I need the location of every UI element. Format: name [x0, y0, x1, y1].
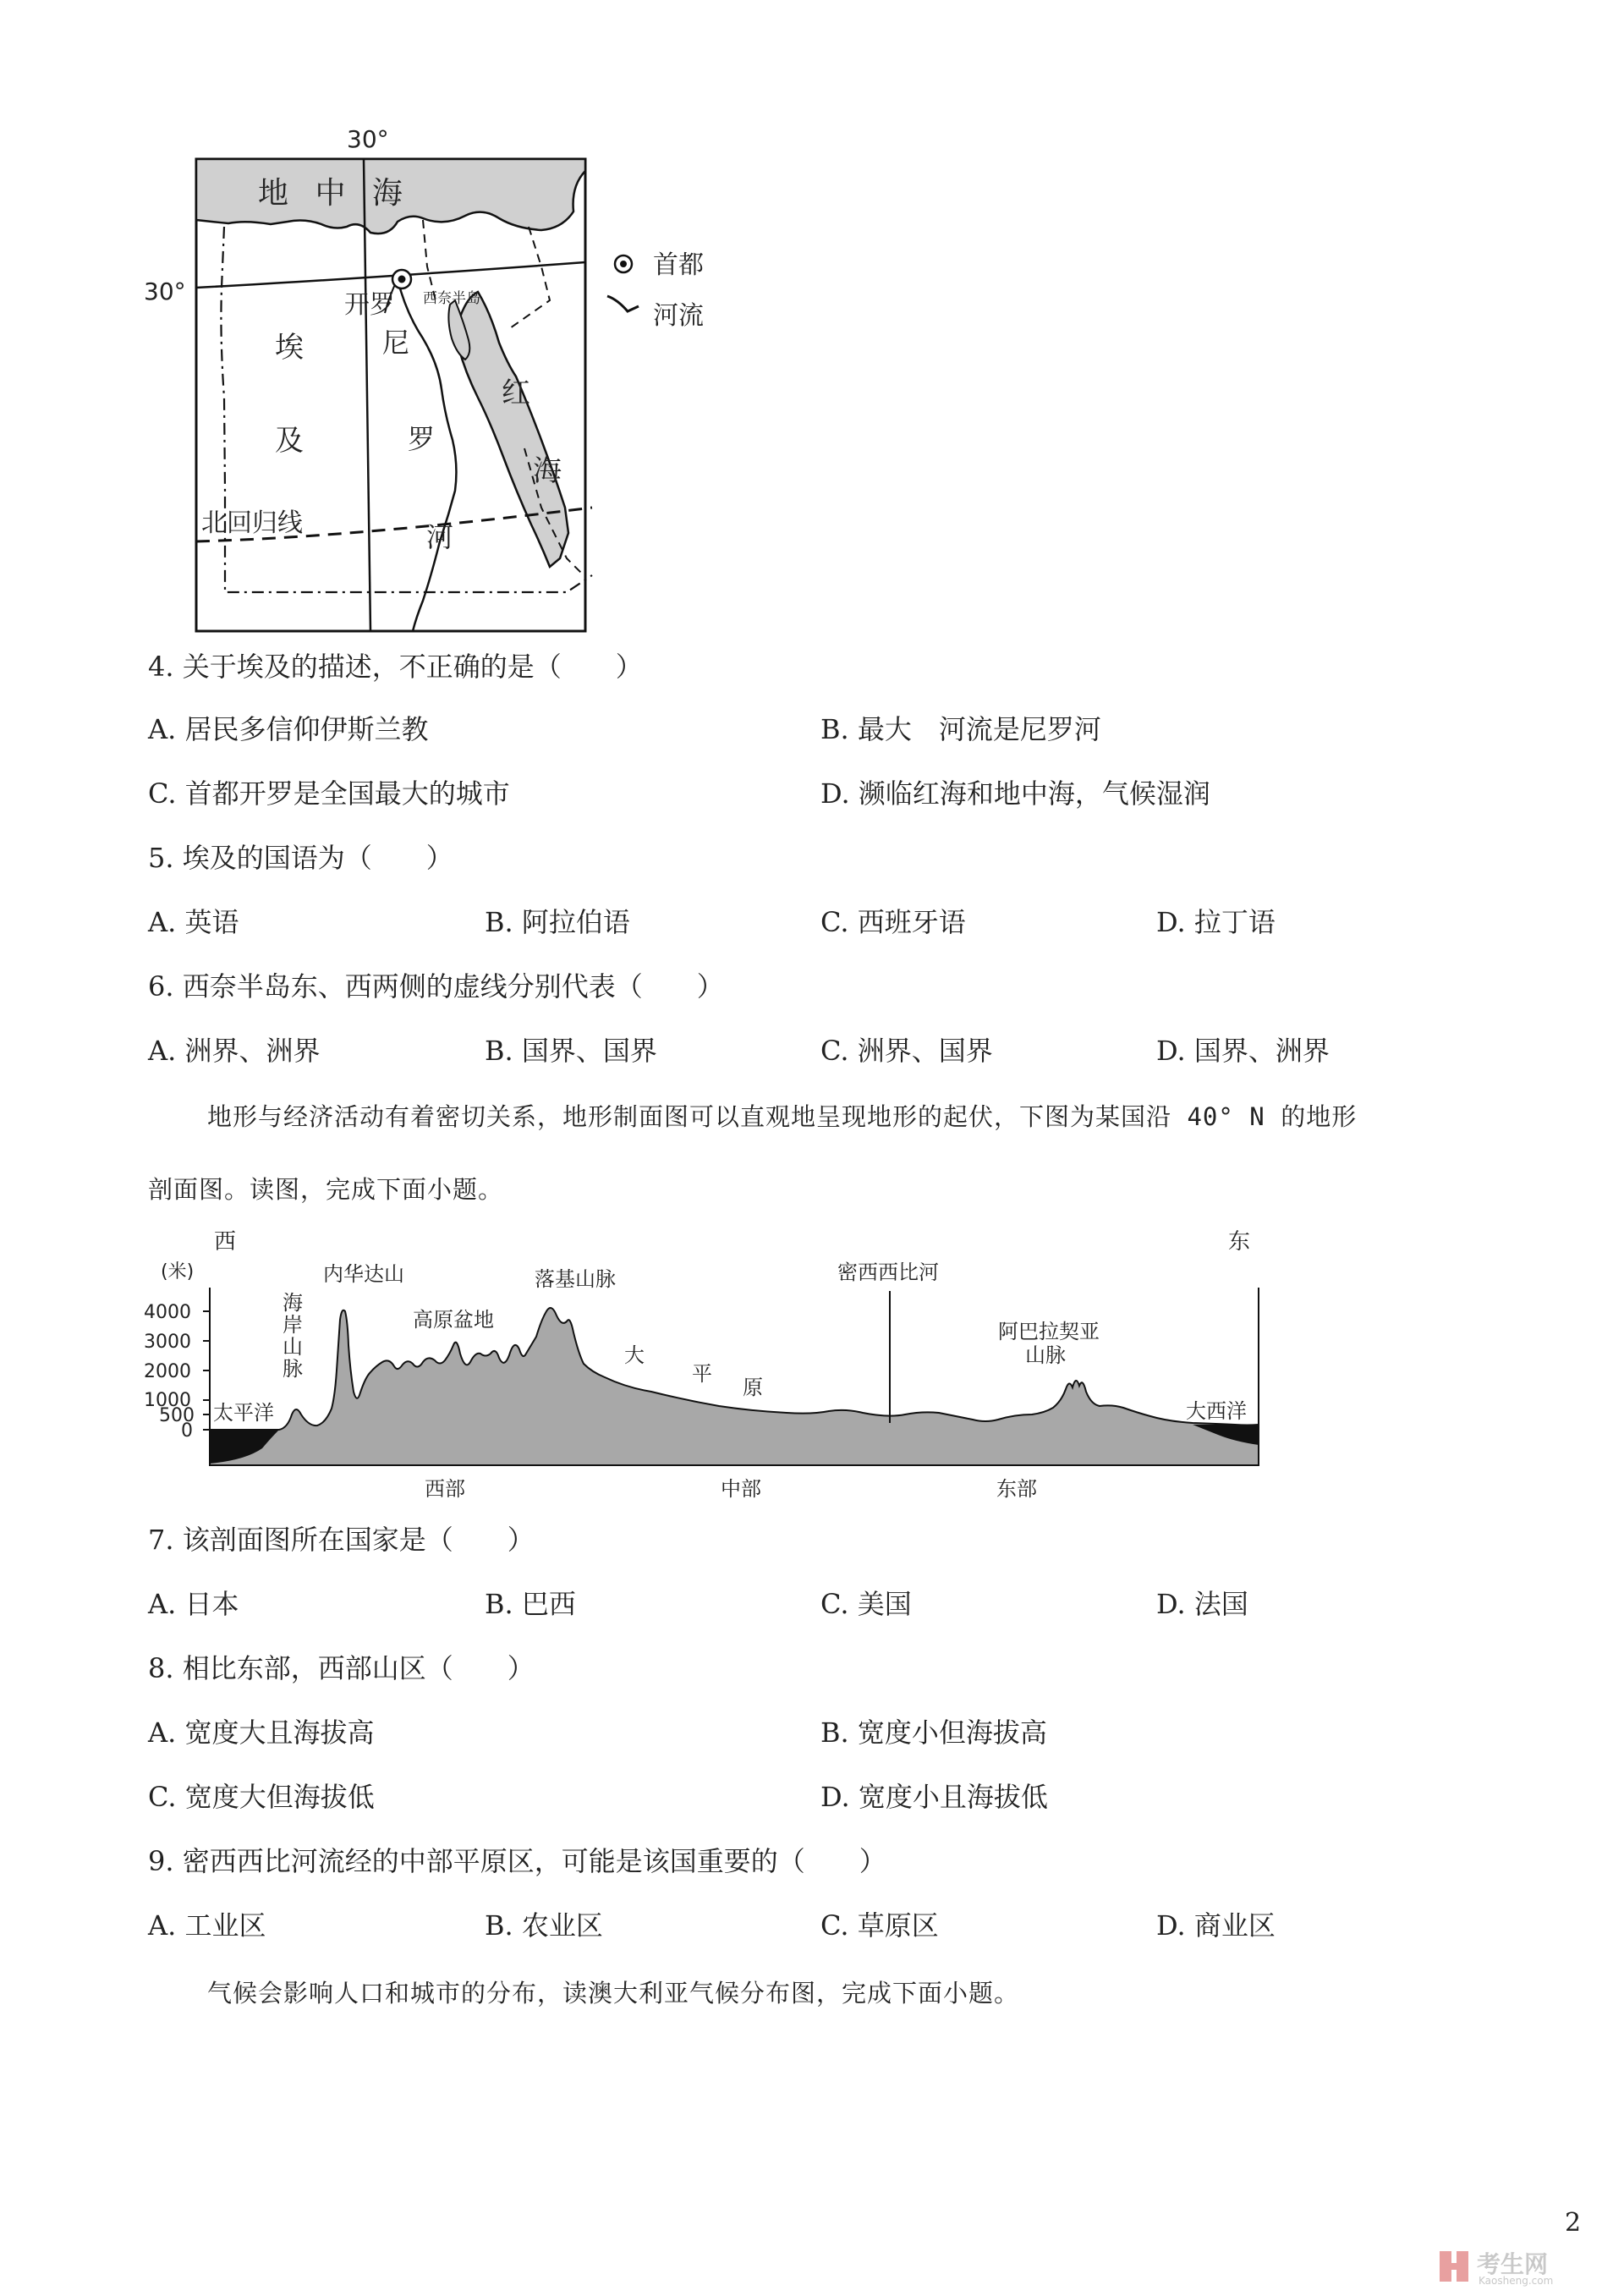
sinai-label: 西奈半岛: [423, 290, 480, 307]
y-tick-1000: 1000: [144, 1390, 191, 1411]
appalachian-label-1: 阿巴拉契亚: [998, 1320, 1100, 1343]
q6-option-a[interactable]: A. 洲界、洲界: [148, 1035, 321, 1067]
river-char-2: 罗: [408, 423, 436, 455]
region-east: 东部: [996, 1477, 1037, 1501]
west-label: 西: [214, 1229, 237, 1255]
plains-char-3: 原: [743, 1376, 763, 1399]
y-ticks: [203, 1311, 210, 1430]
q4-option-b[interactable]: B. 最大 河流是尼罗河: [820, 713, 1101, 745]
longitude-label: 30°: [347, 125, 389, 153]
coast-range-char-3: 山: [283, 1335, 303, 1359]
q7-option-a[interactable]: A. 日本: [148, 1588, 239, 1620]
q5-option-d[interactable]: D. 拉丁语: [1156, 906, 1276, 938]
red-sea-char-1: 红: [502, 376, 530, 410]
legend-river-icon: [607, 296, 639, 311]
region-west: 西部: [425, 1477, 465, 1501]
watermark-text: 考生网: [1477, 2250, 1549, 2278]
question-7-stem: 7. 该剖面图所在国家是（ ）: [148, 1524, 535, 1556]
q7-option-b[interactable]: B. 巴西: [485, 1588, 576, 1620]
rockies-label: 落基山脉: [535, 1267, 616, 1291]
egypt-map: [144, 118, 753, 651]
y-tick-3000: 3000: [144, 1332, 191, 1353]
q9-option-c[interactable]: C. 草原区: [820, 1909, 939, 1942]
atlantic-label: 大西洋: [1186, 1399, 1247, 1423]
q8-option-d[interactable]: D. 宽度小且海拔低: [820, 1781, 1048, 1813]
plains-char-1: 大: [624, 1343, 645, 1367]
watermark-logo-icon: [1438, 2249, 1472, 2283]
unit-label: (米): [161, 1261, 195, 1283]
question-6-stem: 6. 西奈半岛东、西两侧的虚线分别代表（ ）: [148, 970, 724, 1002]
q6-option-b[interactable]: B. 国界、国界: [485, 1035, 657, 1067]
q9-option-d[interactable]: D. 商业区: [1156, 1909, 1276, 1942]
q8-option-a[interactable]: A. 宽度大且海拔高: [148, 1717, 375, 1749]
q4-option-d[interactable]: D. 濒临红海和地中海，气候湿润: [820, 777, 1210, 810]
climate-intro: 气候会影响人口和城市的分布，读澳大利亚气候分布图，完成下面小题。: [207, 1979, 1020, 2008]
q7-option-d[interactable]: D. 法国: [1156, 1588, 1248, 1620]
river-char-1: 尼: [382, 327, 410, 359]
terrain-profile: [144, 1227, 1294, 1506]
sea-north-label: 地 中 海: [258, 176, 411, 211]
basin-label: 高原盆地: [413, 1308, 494, 1332]
q5-option-a[interactable]: A. 英语: [148, 906, 239, 938]
region-central: 中部: [721, 1477, 761, 1501]
country-char-2: 及: [275, 424, 304, 458]
terrain-shape: [210, 1308, 1259, 1465]
q4-option-c[interactable]: C. 首都开罗是全国最大的城市: [148, 777, 510, 810]
y-tick-2000: 2000: [144, 1361, 191, 1382]
capital-name-label: 开罗: [344, 290, 395, 320]
q8-option-b[interactable]: B. 宽度小但海拔高: [820, 1717, 1047, 1749]
q9-option-b[interactable]: B. 农业区: [485, 1909, 603, 1942]
coast-range-char-1: 海: [283, 1291, 303, 1315]
page-number: 2: [1565, 2208, 1582, 2238]
question-8-stem: 8. 相比东部，西部山区（ ）: [148, 1652, 535, 1684]
q5-option-b[interactable]: B. 阿拉伯语: [485, 906, 630, 938]
legend-capital-label: 首都: [653, 250, 704, 280]
appalachian-label-2: 山脉: [1025, 1343, 1066, 1367]
question-5-stem: 5. 埃及的国语为（ ）: [148, 842, 453, 874]
q4-option-a[interactable]: A. 居民多信仰伊斯兰教: [148, 713, 429, 745]
country-char-1: 埃: [275, 331, 304, 365]
question-9-stem: 9. 密西西比河流经的中部平原区，可能是该国重要的（ ）: [148, 1845, 886, 1877]
latitude-label: 30°: [144, 277, 186, 305]
q8-option-c[interactable]: C. 宽度大但海拔低: [148, 1781, 375, 1813]
q5-option-c[interactable]: C. 西班牙语: [820, 906, 966, 938]
coast-range-char-2: 岸: [283, 1313, 303, 1337]
river-char-3: 河: [426, 521, 454, 553]
tropic-label: 北回归线: [201, 508, 303, 538]
red-sea-char-2: 海: [533, 454, 562, 488]
y-tick-0: 0: [181, 1420, 193, 1442]
capital-dot: [398, 276, 406, 283]
q6-option-c[interactable]: C. 洲界、国界: [820, 1035, 993, 1067]
nevada-label: 内华达山: [323, 1262, 404, 1286]
pacific-label: 太平洋: [213, 1401, 274, 1425]
mississippi-label: 密西西比河: [837, 1261, 939, 1284]
watermark-sub: Kaosheng.com: [1479, 2275, 1554, 2287]
profile-intro-line-2: 剖面图。读图，完成下面小题。: [148, 1175, 504, 1204]
q6-option-d[interactable]: D. 国界、洲界: [1156, 1035, 1330, 1067]
legend-river-label: 河流: [653, 301, 704, 331]
profile-intro-line-1: 地形与经济活动有着密切关系，地形制面图可以直观地呈现地形的起伏，下图为某国沿 40° N 的地形: [207, 1102, 1358, 1131]
question-4-stem: 4. 关于埃及的描述，不正确的是（ ）: [148, 651, 643, 683]
y-tick-4000: 4000: [144, 1302, 191, 1323]
y-tick-500: 500: [159, 1405, 195, 1426]
east-label: 东: [1228, 1229, 1251, 1255]
watermark: [1438, 2246, 1616, 2290]
q7-option-c[interactable]: C. 美国: [820, 1588, 912, 1620]
plains-char-2: 平: [692, 1362, 712, 1386]
q9-option-a[interactable]: A. 工业区: [148, 1909, 266, 1942]
coast-range-char-4: 脉: [283, 1357, 303, 1381]
